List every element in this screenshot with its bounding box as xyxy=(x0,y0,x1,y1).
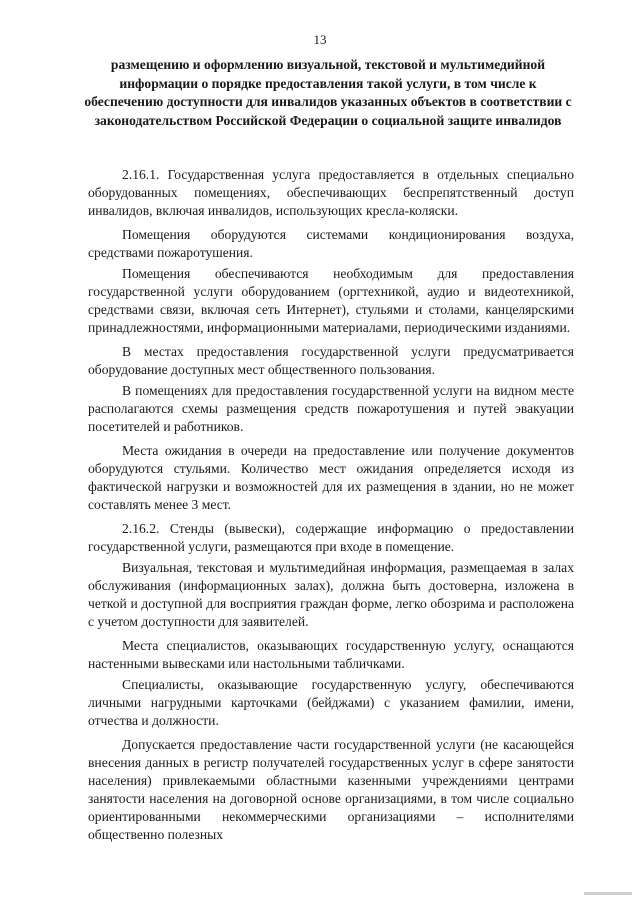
paragraph-evacuation-schemes: В помещениях для предоставления государственной услуги на видном месте располагаются схемы размещения средств пожаротушения и путей эвакуации посетителей и работников. xyxy=(88,382,574,434)
paragraph-2-16-1: 2.16.1. Государственная услуга предоставляется в отдельных специально оборудованных помещениях, обеспечивающих беспрепятственный доступ инвалидов, включая инвалидов, использующих кресла-коляски. xyxy=(88,167,574,218)
paragraph-public-places: В местах предоставления государственной услуги предусматривается оборудование доступных мест общественного пользования. xyxy=(88,344,574,378)
paragraph-badges: Специалисты, оказывающие государственную услугу, обеспечиваются личными нагрудными карточками (бейджами) с указанием фамилии, имени, отчества и должности. xyxy=(88,677,574,728)
scan-corner-mark xyxy=(584,892,632,895)
paragraph-2-16-2: 2.16.2. Стенды (вывески), содержащие информацию о предоставлении государственной услуги, размещаются при входе в помещение. xyxy=(88,521,574,555)
page-number: 13 xyxy=(313,32,327,47)
paragraph-specialist-places: Места специалистов, оказывающих государственную услугу, оснащаются настенными вывесками или настольными табличками. xyxy=(88,638,574,672)
document-body xyxy=(88,166,574,850)
section-heading: размещению и оформлению визуальной, текстовой и мультимедийной информации о порядке предоставления такой услуги, в том числе к обеспечению доступности для инвалидов указанных объектов в соответствии с законодательством Российской Федерации о социальной защите инвалидов xyxy=(84,57,572,128)
paragraph-air-conditioning: Помещения оборудуются системами кондиционирования воздуха, средствами пожаротушения. xyxy=(88,227,574,261)
paragraph-partial-service: Допускается предоставление части государственной услуги (не касающейся внесения данных в регистр получателей государственных услуг в сфере занятости населения) привлекаемыми областными казенными учреждениями центрами занятости населения на договорной основе организациями, в том числе социально ориентированными некоммерческими организациями – исполнителями общественно полезных xyxy=(88,737,574,842)
paragraph-multimedia-info: Визуальная, текстовая и мультимедийная информация, размещаемая в залах обслуживания (информационных залах), должна быть достоверна, изложена в четкой и доступной для восприятия граждан форме, легко обозрима и расположена с учетом доступности для заявителей. xyxy=(88,560,574,629)
paragraph-equipment: Помещения обеспечиваются необходимым для предоставления государственной услуги оборудованием (оргтехникой, аудио и видеотехникой, средствами связи, включая сеть Интернет), стульями и столами, канцелярскими принадлежностями, информационными материалами, периодическими изданиями. xyxy=(88,266,574,335)
paragraph-waiting-places: Места ожидания в очереди на предоставление или получение документов оборудуются стульями. Количество мест ожидания определяется исходя из фактической нагрузки и возможностей для их размещения в здании, но не может составлять менее 3 мест. xyxy=(88,443,574,512)
